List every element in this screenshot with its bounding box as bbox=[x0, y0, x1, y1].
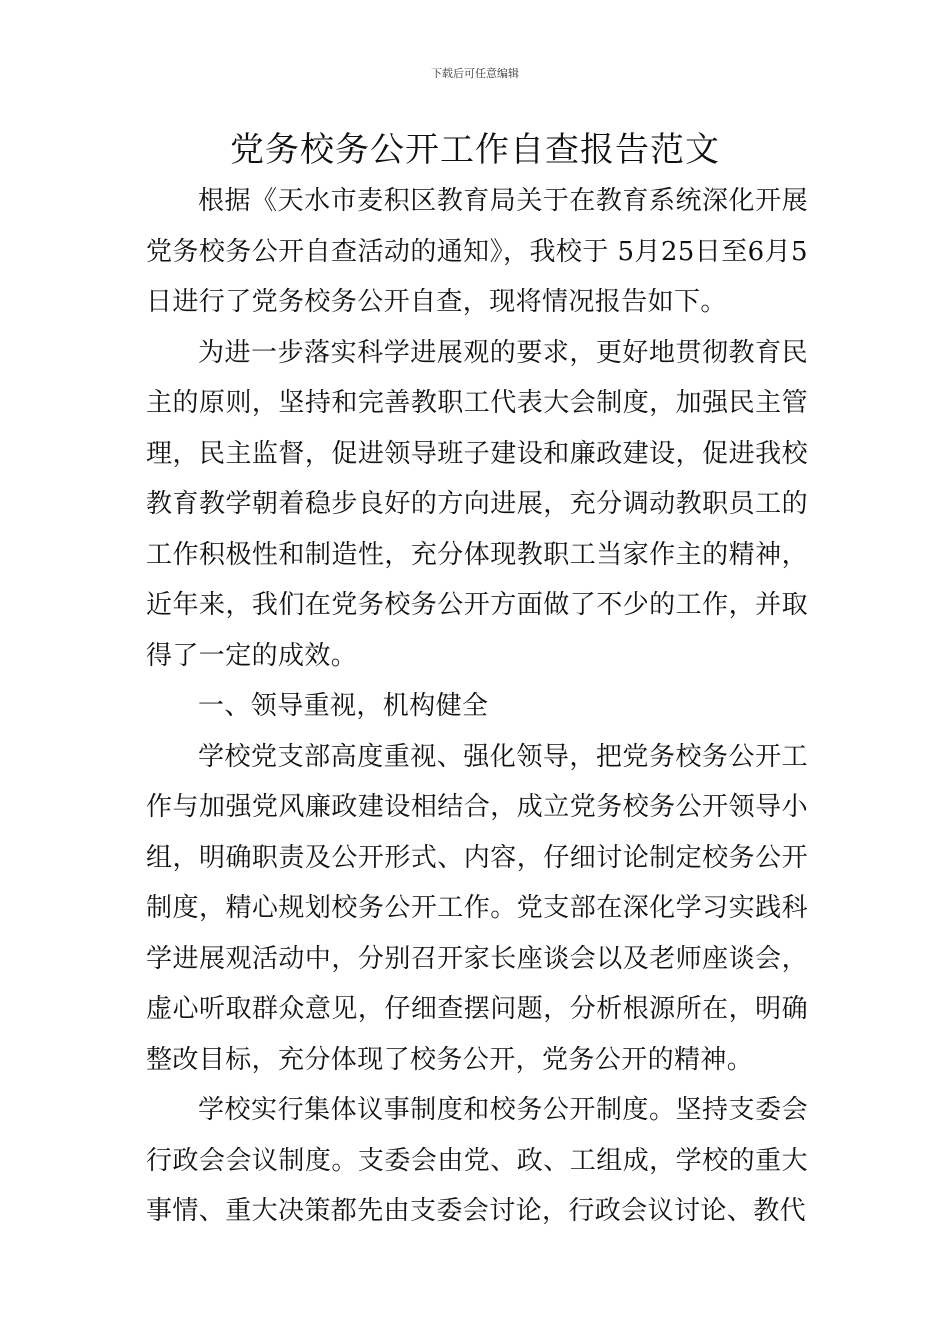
document-body bbox=[146, 176, 808, 1237]
header-note: 下载后可任意编辑 bbox=[431, 67, 519, 80]
section-heading: 一、领导重视，机构健全 bbox=[198, 691, 489, 721]
paragraph-system: 学校实行集体议事制度和校务公开制度。坚持支委会行政会会议制度。支委会由党、政、工组成，学校的重大事情、重大决策都先由支委会讨论，行政会议讨论、教代 bbox=[146, 1095, 808, 1226]
paragraph-leadership: 学校党支部高度重视、强化领导，把党务校务公开工作与加强党风廉政建设相结合，成立党务校务公开领导小组，明确职责及公开形式、内容，仔细讨论制定校务公开制度，精心规划校务公开工作。党支部在深化学习实践科学进展观活动中，分别召开家长座谈会以及老师座谈会，虚心听取群众意见，仔细查摆问题，分析根源所在，明确整改目标，充分体现了校务公开，党务公开的精神。 bbox=[146, 741, 808, 1075]
paragraph-intro: 根据《天水市麦积区教育局关于在教育系统深化开展党务校务公开自查活动的通知》，我校于 5月25日至6月5日进行了党务校务公开自查，现将情况报告如下。 bbox=[146, 186, 808, 317]
paragraph-purpose: 为进一步落实科学进展观的要求，更好地贯彻教育民主的原则，坚持和完善教职工代表大会制度，加强民主管理，民主监督，促进领导班子建设和廉政建设，促进我校教育教学朝着稳步良好的方向进展，充分调动教职员工的工作积极性和制造性，充分体现教职工当家作主的精神，近年来，我们在党务校务公开方面做了不少的工作，并取得了一定的成效。 bbox=[146, 337, 808, 671]
document-title: 党务校务公开工作自查报告范文 bbox=[230, 130, 720, 170]
